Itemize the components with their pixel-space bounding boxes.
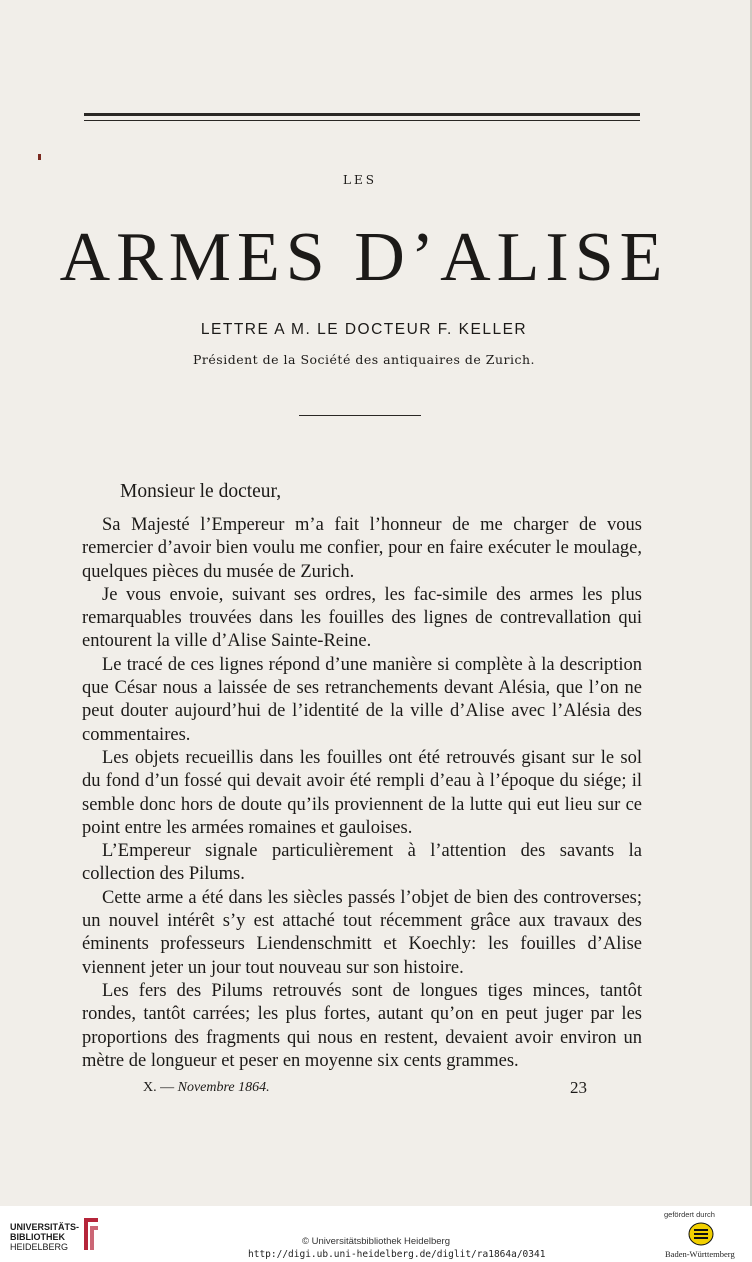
- copyright-notice: © Universitätsbibliothek Heidelberg: [302, 1236, 450, 1247]
- paragraph: Les objets recueillis dans les fouilles ont été retrouvés gisant sur le sol du fond d’un fossé qui devait avoir été rempli d’eau à l’époque du siége; il semble donc hors de doute qu’ils proviennent de la lutte qui eut lieu sur ce point entre les armées romaines et gauloises.: [82, 747, 642, 838]
- paragraph: Cette arme a été dans les siècles passés l’objet de bien des controverses; un nouvel intérêt s’y est attaché tout récemment grâce aux travaux des éminents professeurs Liendenschmitt et Koechly: les fouilles d’Alise viennent jeter un jour tout nouveau sur son histoire.: [82, 887, 642, 978]
- letter-body: [82, 514, 642, 1073]
- library-line-3: HEIDELBERG: [10, 1242, 69, 1252]
- paragraph: Je vous envoie, suivant ses ordres, les fac-simile des armes les plus remarquables trouvées dans les fouilles des lignes de contrevallation qui entourent la ville d’Alise Sainte-Reine.: [82, 584, 642, 652]
- baden-wuerttemberg-crest-icon: [688, 1222, 714, 1246]
- paragraph: Sa Majesté l’Empereur m’a fait l’honneur de me charger de vous remercier d’avoir bien voulu me confier, pour en faire exécuter le moulage, quelques pièces du musée de Zurich.: [82, 515, 642, 582]
- top-rule-thick: [84, 113, 640, 116]
- salutation: Monsieur le docteur,: [120, 481, 282, 502]
- footer-volume: X.: [143, 1080, 157, 1095]
- footer-signature: [143, 1080, 270, 1096]
- footer-month: Novembre 1864.: [177, 1080, 270, 1095]
- paragraph: Les fers des Pilums retrouvés sont de longues tiges minces, tantôt rondes, tantôt carrées; les plus fortes, autant qu’on en peut juger par les proportions des fragments qui nous en restent, devaient avoir environ un mètre de longueur et peser en moyenne six cents grammes.: [82, 980, 642, 1071]
- permalink-url[interactable]: http://digi.ub.uni-heidelberg.de/diglit/ra1864a/0341: [248, 1249, 546, 1260]
- subtitle-affiliation: Président de la Société des antiquaires de Zurich.: [193, 352, 535, 367]
- footer-dash: —: [160, 1080, 175, 1095]
- page-number: 23: [570, 1078, 587, 1097]
- paragraph: L’Empereur signale particulièrement à l’attention des savants la collection des Pilums.: [82, 841, 642, 885]
- subtitle: LETTRE A M. LE DOCTEUR F. KELLER: [200, 321, 528, 338]
- pre-title: LES: [343, 173, 377, 187]
- library-line-1: UNIVERSITÄTS-: [10, 1222, 80, 1232]
- sponsor-name: Baden-Württemberg: [665, 1249, 735, 1259]
- margin-mark: [38, 154, 41, 160]
- page-title: ARMES D’ALISE: [59, 219, 669, 296]
- library-logo-icon: [80, 1214, 102, 1254]
- section-divider: [299, 415, 421, 416]
- paragraph: Le tracé de ces lignes répond d’une manière si complète à la description que César nous a laissée de ses retranchements devant Alésia, que l’on ne peut douter aujourd’hui de l’identité de la ville d’Alise avec l’Alésia des commentaires.: [82, 654, 642, 745]
- library-line-2: BIBLIOTHEK: [10, 1232, 65, 1242]
- funded-by-label: gefördert durch: [664, 1210, 715, 1219]
- top-rule-thin: [84, 120, 640, 121]
